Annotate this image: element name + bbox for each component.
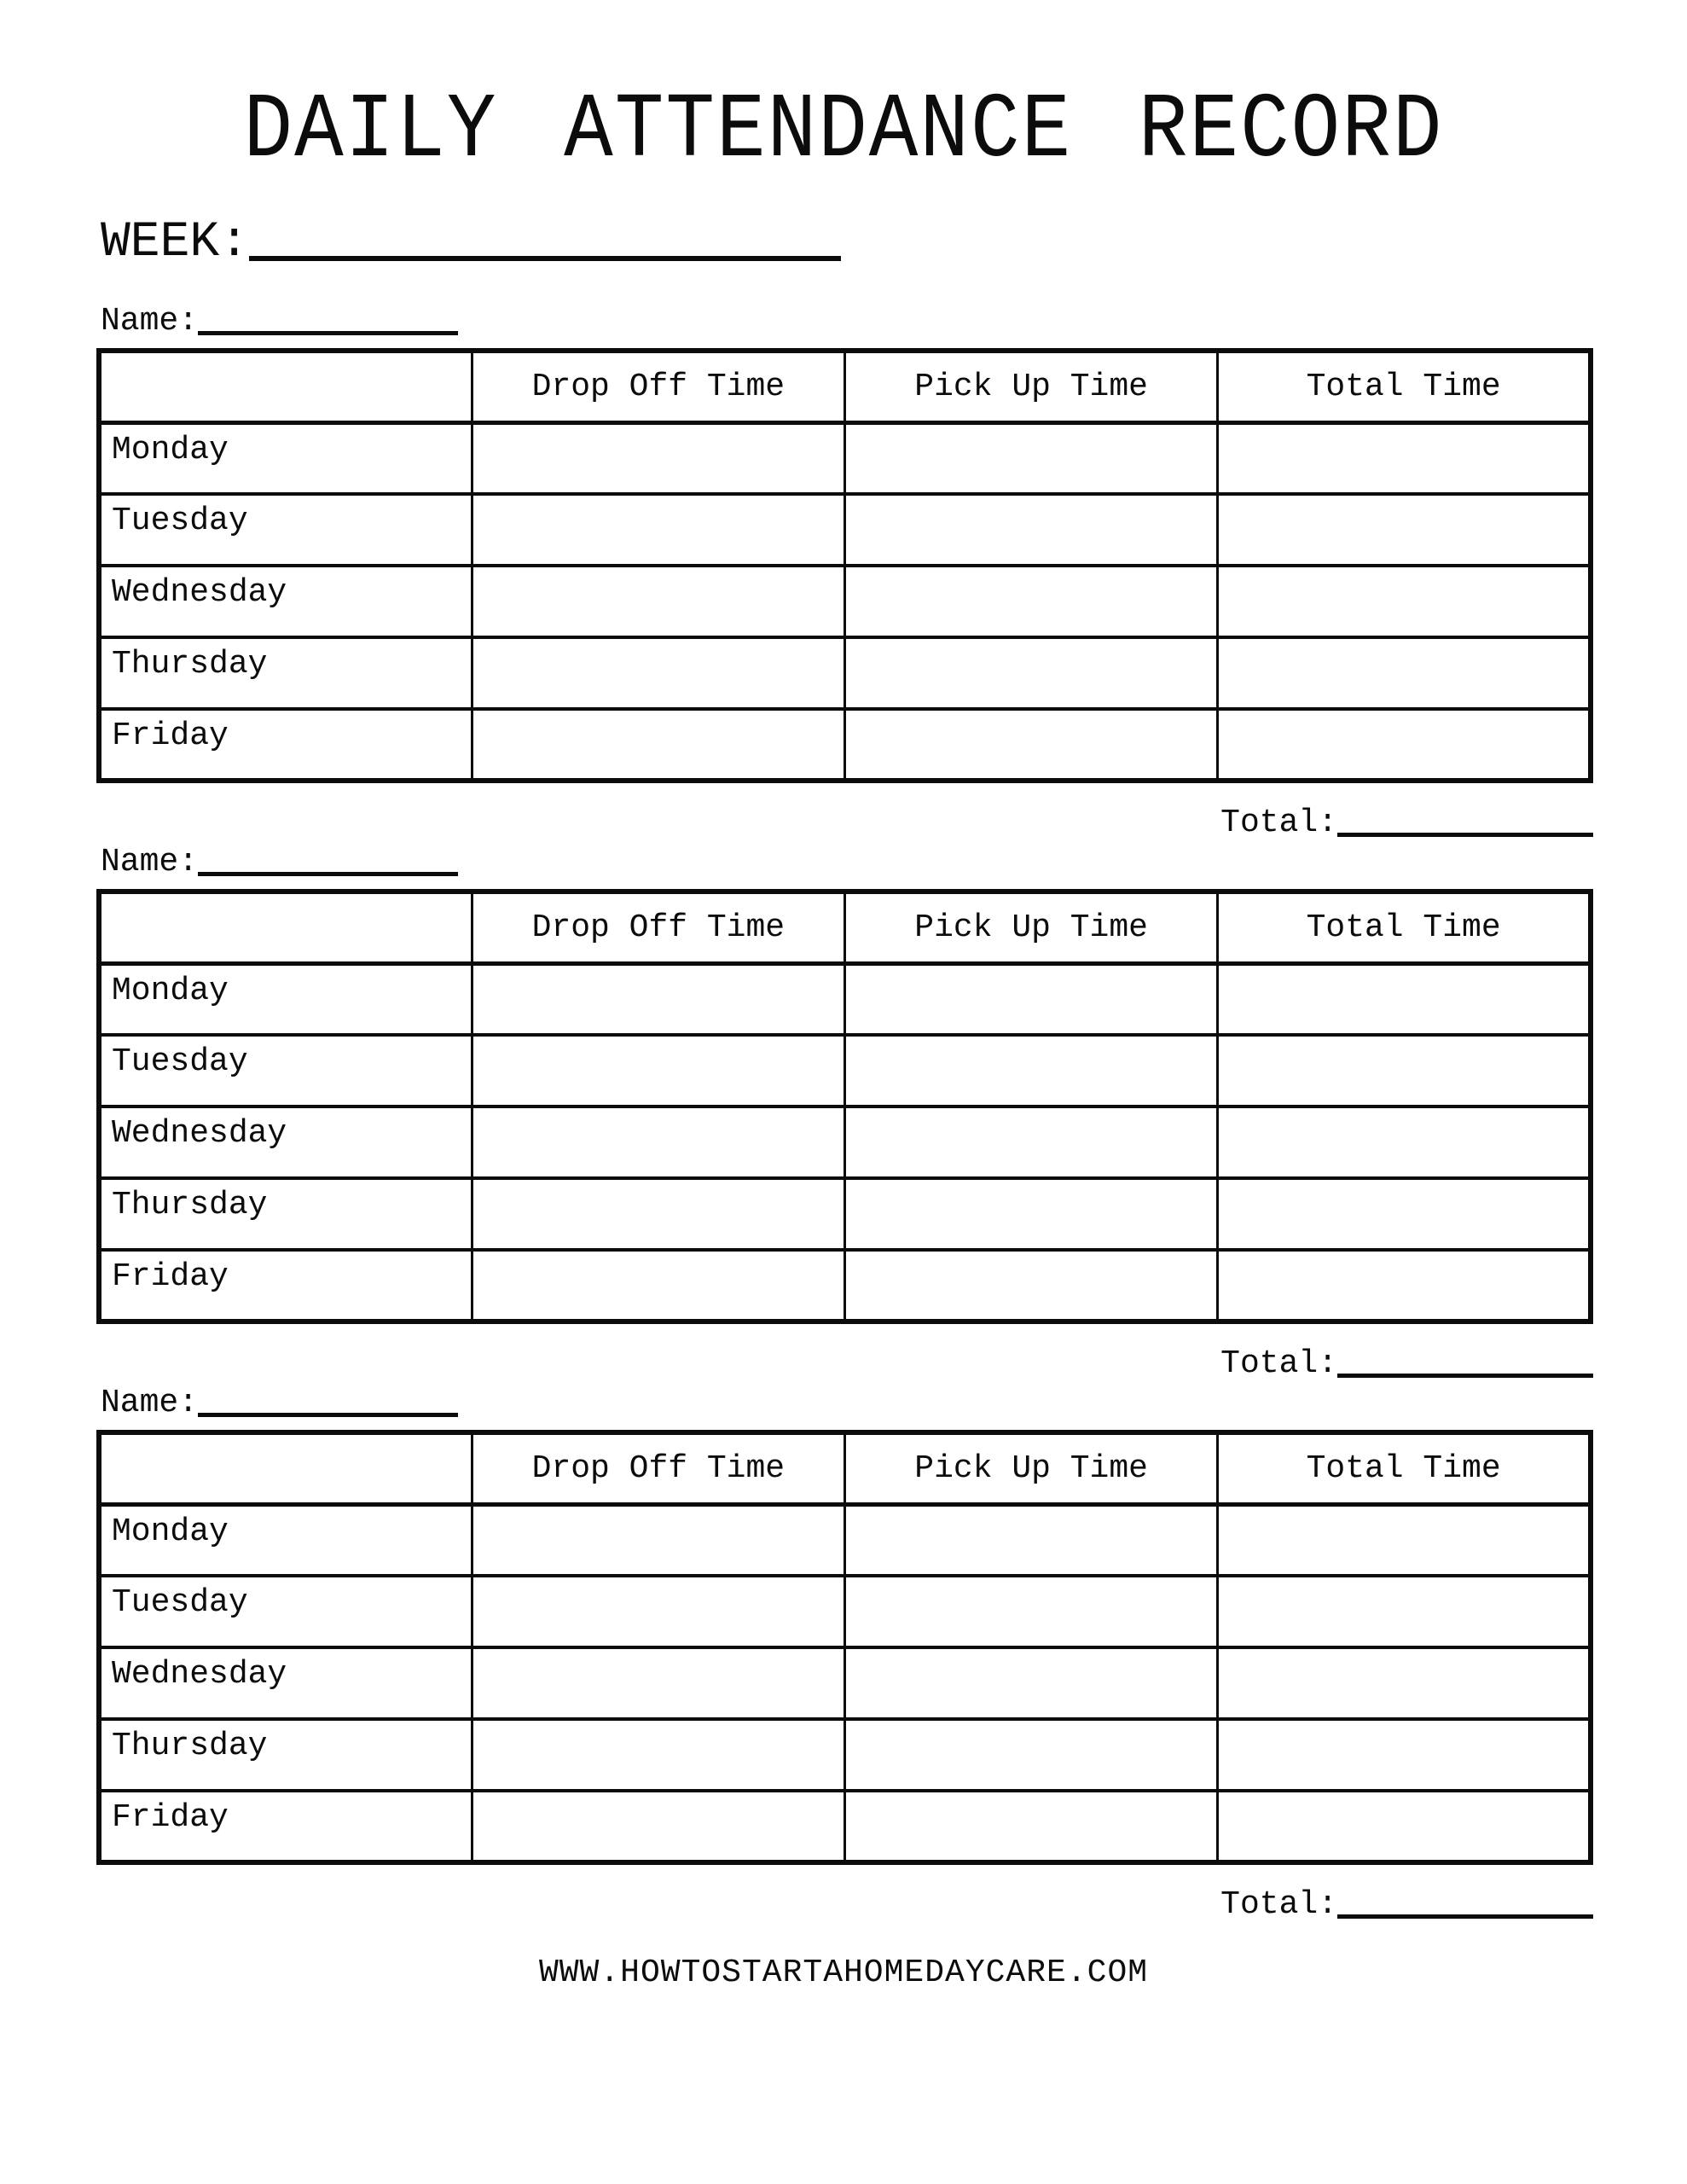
day-label: Wednesday bbox=[99, 1647, 472, 1719]
table-header-row bbox=[99, 892, 1591, 963]
name-row bbox=[101, 1384, 1687, 1423]
table-row-wednesday bbox=[99, 1647, 1591, 1719]
pick-up-time-cell[interactable] bbox=[845, 1178, 1218, 1250]
drop-off-time-cell[interactable] bbox=[472, 963, 844, 1035]
day-label: Monday bbox=[99, 1504, 472, 1576]
name-row bbox=[101, 302, 1687, 341]
page-title: DAILY ATTENDANCE RECORD bbox=[243, 78, 1444, 183]
total-time-cell[interactable] bbox=[1218, 1250, 1591, 1321]
total-time-header: Total Time bbox=[1218, 351, 1591, 422]
table-row-thursday bbox=[99, 637, 1591, 709]
day-label: Wednesday bbox=[99, 566, 472, 637]
name-label: Name: bbox=[101, 844, 199, 880]
total-time-cell[interactable] bbox=[1218, 1719, 1591, 1791]
attendance-section bbox=[0, 1384, 1687, 1925]
table-row-friday bbox=[99, 1250, 1591, 1321]
table-row-friday bbox=[99, 709, 1591, 781]
drop-off-time-header: Drop Off Time bbox=[472, 892, 844, 963]
pick-up-time-cell[interactable] bbox=[845, 422, 1218, 494]
footer-website: WWW.HOWTOSTARTAHOMEDAYCARE.COM bbox=[538, 1955, 1149, 1991]
day-label: Friday bbox=[99, 709, 472, 781]
week-input-line[interactable] bbox=[249, 234, 841, 261]
pick-up-time-cell[interactable] bbox=[845, 1719, 1218, 1791]
table-row-tuesday bbox=[99, 494, 1591, 566]
drop-off-time-cell[interactable] bbox=[472, 1719, 844, 1791]
table-row-wednesday bbox=[99, 1107, 1591, 1178]
total-time-cell[interactable] bbox=[1218, 637, 1591, 709]
drop-off-time-cell[interactable] bbox=[472, 566, 844, 637]
pick-up-time-cell[interactable] bbox=[845, 709, 1218, 781]
total-row bbox=[96, 804, 1593, 843]
name-label: Name: bbox=[101, 1385, 199, 1421]
drop-off-time-cell[interactable] bbox=[472, 1576, 844, 1647]
table-row-thursday bbox=[99, 1178, 1591, 1250]
total-label: Total: bbox=[1220, 1345, 1337, 1382]
table-row-tuesday bbox=[99, 1035, 1591, 1107]
pick-up-time-cell[interactable] bbox=[845, 1647, 1218, 1719]
total-time-header: Total Time bbox=[1218, 1432, 1591, 1504]
day-label: Friday bbox=[99, 1250, 472, 1321]
pick-up-time-cell[interactable] bbox=[845, 1576, 1218, 1647]
pick-up-time-cell[interactable] bbox=[845, 1504, 1218, 1576]
pick-up-time-cell[interactable] bbox=[845, 963, 1218, 1035]
pick-up-time-cell[interactable] bbox=[845, 494, 1218, 566]
day-label: Tuesday bbox=[99, 494, 472, 566]
total-time-cell[interactable] bbox=[1218, 1107, 1591, 1178]
drop-off-time-cell[interactable] bbox=[472, 1035, 844, 1107]
pick-up-time-cell[interactable] bbox=[845, 1035, 1218, 1107]
day-label: Tuesday bbox=[99, 1035, 472, 1107]
day-column-header bbox=[99, 351, 472, 422]
drop-off-time-header: Drop Off Time bbox=[472, 351, 844, 422]
attendance-section bbox=[0, 302, 1687, 843]
total-time-cell[interactable] bbox=[1218, 494, 1591, 566]
total-label: Total: bbox=[1220, 1886, 1337, 1923]
day-label: Friday bbox=[99, 1791, 472, 1862]
table-row-monday bbox=[99, 963, 1591, 1035]
total-time-cell[interactable] bbox=[1218, 566, 1591, 637]
table-header-row bbox=[99, 351, 1591, 422]
table-row-tuesday bbox=[99, 1576, 1591, 1647]
attendance-table bbox=[96, 348, 1593, 783]
table-row-thursday bbox=[99, 1719, 1591, 1791]
table-row-monday bbox=[99, 1504, 1591, 1576]
drop-off-time-cell[interactable] bbox=[472, 494, 844, 566]
week-label: WEEK: bbox=[101, 215, 250, 270]
drop-off-time-header: Drop Off Time bbox=[472, 1432, 844, 1504]
pick-up-time-cell[interactable] bbox=[845, 1250, 1218, 1321]
day-label: Wednesday bbox=[99, 1107, 472, 1178]
total-row bbox=[96, 1885, 1593, 1925]
table-row-wednesday bbox=[99, 566, 1591, 637]
day-label: Monday bbox=[99, 422, 472, 494]
pick-up-time-cell[interactable] bbox=[845, 1107, 1218, 1178]
day-label: Tuesday bbox=[99, 1576, 472, 1647]
total-time-cell[interactable] bbox=[1218, 709, 1591, 781]
drop-off-time-cell[interactable] bbox=[472, 637, 844, 709]
total-time-cell[interactable] bbox=[1218, 1178, 1591, 1250]
pick-up-time-cell[interactable] bbox=[845, 566, 1218, 637]
pick-up-time-cell[interactable] bbox=[845, 1791, 1218, 1862]
sections-container bbox=[0, 302, 1687, 1925]
total-time-cell[interactable] bbox=[1218, 1035, 1591, 1107]
total-input-line[interactable] bbox=[1337, 1901, 1593, 1919]
drop-off-time-cell[interactable] bbox=[472, 1250, 844, 1321]
total-row bbox=[96, 1345, 1593, 1384]
drop-off-time-cell[interactable] bbox=[472, 1107, 844, 1178]
name-label: Name: bbox=[101, 303, 199, 340]
table-header-row bbox=[99, 1432, 1591, 1504]
name-row bbox=[101, 843, 1687, 882]
total-input-line[interactable] bbox=[1337, 1360, 1593, 1378]
attendance-section bbox=[0, 843, 1687, 1384]
total-time-cell[interactable] bbox=[1218, 422, 1591, 494]
pick-up-time-header: Pick Up Time bbox=[845, 351, 1218, 422]
total-time-header: Total Time bbox=[1218, 892, 1591, 963]
name-input-line[interactable] bbox=[198, 1399, 458, 1417]
total-time-cell[interactable] bbox=[1218, 1576, 1591, 1647]
total-label: Total: bbox=[1220, 804, 1337, 841]
total-time-cell[interactable] bbox=[1218, 963, 1591, 1035]
drop-off-time-cell[interactable] bbox=[472, 1647, 844, 1719]
attendance-table bbox=[96, 889, 1593, 1324]
day-column-header bbox=[99, 1432, 472, 1504]
day-label: Thursday bbox=[99, 1719, 472, 1791]
total-time-cell[interactable] bbox=[1218, 1504, 1591, 1576]
drop-off-time-cell[interactable] bbox=[472, 709, 844, 781]
drop-off-time-cell[interactable] bbox=[472, 1178, 844, 1250]
total-input-line[interactable] bbox=[1337, 819, 1593, 837]
total-time-cell[interactable] bbox=[1218, 1791, 1591, 1862]
day-column-header bbox=[99, 892, 472, 963]
name-input-line[interactable] bbox=[198, 858, 458, 876]
table-row-monday bbox=[99, 422, 1591, 494]
pick-up-time-cell[interactable] bbox=[845, 637, 1218, 709]
day-label: Thursday bbox=[99, 1178, 472, 1250]
pick-up-time-header: Pick Up Time bbox=[845, 892, 1218, 963]
drop-off-time-cell[interactable] bbox=[472, 422, 844, 494]
pick-up-time-header: Pick Up Time bbox=[845, 1432, 1218, 1504]
drop-off-time-cell[interactable] bbox=[472, 1504, 844, 1576]
attendance-table bbox=[96, 1430, 1593, 1865]
day-label: Thursday bbox=[99, 637, 472, 709]
day-label: Monday bbox=[99, 963, 472, 1035]
name-input-line[interactable] bbox=[198, 317, 458, 335]
week-row bbox=[101, 213, 1687, 273]
table-row-friday bbox=[99, 1791, 1591, 1862]
total-time-cell[interactable] bbox=[1218, 1647, 1591, 1719]
drop-off-time-cell[interactable] bbox=[472, 1791, 844, 1862]
